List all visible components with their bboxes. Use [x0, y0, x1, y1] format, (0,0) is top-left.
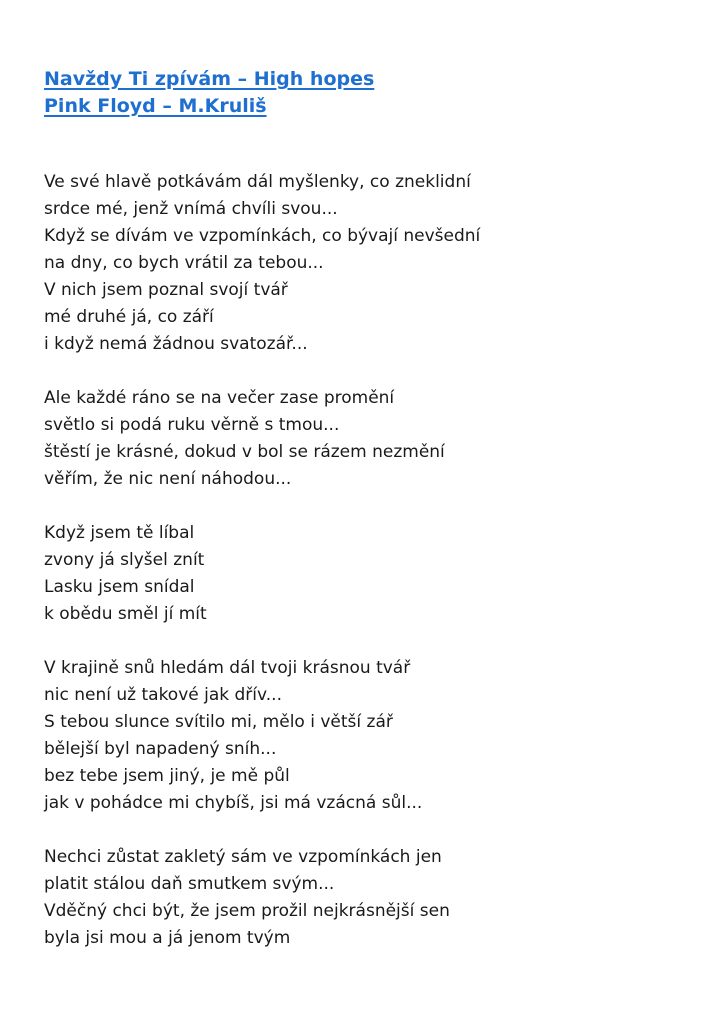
lyric-line: jak v pohádce mi chybíš, jsi má vzácná sůl...: [44, 793, 423, 813]
lyric-line: mé druhé já, co září: [44, 307, 214, 327]
lyric-line: V krajině snů hledám dál tvoji krásnou tvář: [44, 658, 411, 678]
stanza-1: [44, 169, 704, 358]
lyric-line: Ale každé ráno se na večer zase promění: [44, 388, 395, 408]
lyric-line: na dny, co bych vrátil za tebou...: [44, 253, 324, 273]
lyric-line: V nich jsem poznal svojí tvář: [44, 280, 288, 300]
lyric-line: Když se dívám ve vzpomínkách, co bývají nevšední: [44, 226, 481, 246]
lyric-line: Když jsem tě líbal: [44, 523, 195, 543]
lyric-line: bez tebe jsem jiný, je mě půl: [44, 766, 290, 786]
stanza-3: [44, 520, 704, 628]
lyric-line: i když nemá žádnou svatozář...: [44, 334, 308, 354]
lyrics-body: [44, 169, 704, 979]
stanza-2: [44, 385, 704, 493]
lyric-line: k obědu směl jí mít: [44, 604, 207, 624]
lyric-line: štěstí je krásné, dokud v bol se rázem nezmění: [44, 442, 445, 462]
lyric-line: srdce mé, jenž vnímá chvíli svou...: [44, 199, 338, 219]
song-credits: Pink Floyd – M.Kruliš: [44, 95, 267, 117]
stanza-4: [44, 655, 704, 817]
lyric-line: věřím, že nic není náhodou...: [44, 469, 292, 489]
lyric-line: Lasku jsem snídal: [44, 577, 195, 597]
song-title: Navždy Ti zpívám – High hopes: [44, 68, 375, 90]
song-heading: [44, 66, 374, 120]
lyric-line: Nechci zůstat zakletý sám ve vzpomínkách jen: [44, 847, 442, 867]
lyric-line: nic není už takové jak dřív...: [44, 685, 282, 705]
stanza-5: [44, 844, 704, 952]
lyric-line: byla jsi mou a já jenom tvým: [44, 928, 291, 948]
lyric-line: Ve své hlavě potkávám dál myšlenky, co zneklidní: [44, 172, 471, 192]
lyric-line: bělejší byl napadený sníh...: [44, 739, 277, 759]
lyric-line: platit stálou daň smutkem svým...: [44, 874, 335, 894]
lyric-line: Vděčný chci být, že jsem prožil nejkrásnější sen: [44, 901, 450, 921]
lyric-line: S tebou slunce svítilo mi, mělo i větší zář: [44, 712, 393, 732]
lyric-line: světlo si podá ruku věrně s tmou...: [44, 415, 340, 435]
lyric-line: zvony já slyšel znít: [44, 550, 205, 570]
